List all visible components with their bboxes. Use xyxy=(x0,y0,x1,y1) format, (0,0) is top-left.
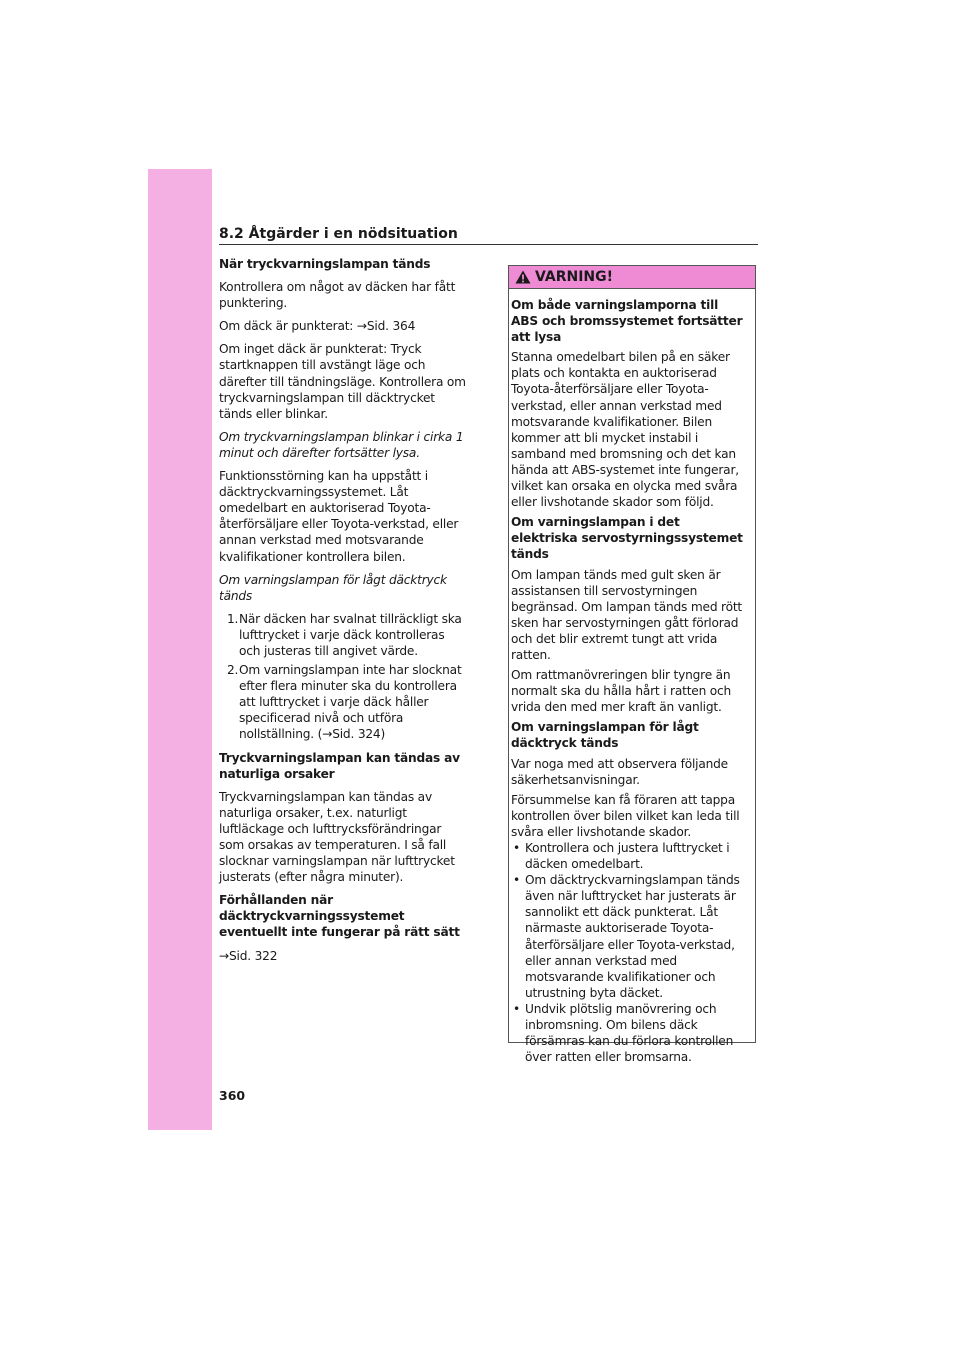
page-number: 360 xyxy=(219,1088,246,1103)
warning-text-abs: Stanna omedelbart bilen på en säker plats och kontakta en auktoriserad Toyota-återförsäljare eller Toyota-verkstad, eller annan verkstad med motsvarande kvalifikationer. Bilen kommer att bli mycket instabil i samband med bromsning och det kan hända att ABS-systemet inte fungerar, vilket kan orsaka en olycka med svåra eller livshotande skador som följd. xyxy=(511,350,739,510)
warning-box xyxy=(508,265,756,1065)
paragraph-page-ref: →Sid. 322 xyxy=(219,948,278,963)
heading-pressure-lamp: När tryckvarningslampan tänds xyxy=(219,257,431,271)
warning-text-negligence: Försummelse kan få föraren att tappa kontrollen över bilen vilket kan leda till svåra eller livshotande skador. xyxy=(511,792,740,839)
list-item: • Om däcktryckvarningslampan tänds även när lufttrycket har justerats är sannolikt ett däck punkterat. Låt närmaste auktoriserade Toyota-återförsäljare eller Toyota-verkstad, eller annan verkstad med motsvarande kvalifikationer och utrustning byta däcket. xyxy=(511,872,749,1001)
section-title: 8.2 Åtgärder i en nödsituation xyxy=(219,226,458,242)
list-item: • Kontrollera och justera lufttrycket i däcken omedelbart. xyxy=(511,840,749,872)
list-item: • Undvik plötslig manövrering och inbromsning. Om bilens däck försämras kan du förlora kontrollen över ratten eller bromsarna. xyxy=(511,1001,749,1065)
warning-title: VARNING! xyxy=(535,269,614,285)
paragraph-natural-causes: Tryckvarningslampan kan tändas av naturliga orsaker, t.ex. naturligt luftläckage och lufttrycksförändringar som orsakas av temperaturen. I så fall slocknar varningslampan när lufttrycket justerats (efter några minuter). xyxy=(219,789,455,885)
subheading-low-pressure: Om varningslampan för lågt däcktryck tänds xyxy=(219,572,447,603)
warning-header xyxy=(509,266,755,289)
heading-conditions: Förhållanden när däcktryckvarningssystemet eventuellt inte fungerar på rätt sätt xyxy=(219,893,460,940)
warning-heading-steering: Om varningslampan i det elektriska servostyrningssystemet tänds xyxy=(511,515,743,562)
paragraph-not-punctured: Om inget däck är punkterat: Tryck startknappen till avstängt läge och därefter till tändningsläge. Kontrollera om tryckvarningslampan till däcktrycket tänds eller blinkar. xyxy=(219,342,466,421)
header-divider xyxy=(219,244,758,245)
warning-triangle-icon xyxy=(515,270,531,284)
warning-bullet-list xyxy=(511,840,749,1065)
warning-heading-tire: Om varningslampan för lågt däcktryck tänds xyxy=(511,720,699,751)
warning-heading-abs: Om både varningslamporna till ABS och bromssystemet fortsätter att lysa xyxy=(511,298,743,345)
warning-text-steering-heavy: Om rattmanövreringen blir tyngre än normalt ska du hålla hårt i ratten och vrida den med mer kraft än vanligt. xyxy=(511,668,732,715)
list-item: 2. Om varningslampan inte har slocknat efter flera minuter ska du kontrollera att lufttrycket i varje däck håller specificerad nivå och utföra nollställning. (→Sid. 324) xyxy=(227,663,462,742)
warning-text-steering: Om lampan tänds med gult sken är assistansen till servostyrningen begränsad. Om lampan tänds med rött sken har servostyrningen gått förlorad och det blir extremt tungt att vrida ratten. xyxy=(511,567,743,662)
heading-natural-causes: Tryckvarningslampan kan tändas av naturliga orsaker xyxy=(219,750,460,781)
paragraph-check-puncture: Kontrollera om något av däcken har fått punktering. xyxy=(219,280,456,311)
paragraph-malfunction: Funktionsstörning kan ha uppstått i däcktryckvarningssystemet. Låt omedelbart en auktoriserad Toyota-återförsäljare eller Toyota-verkstad, eller annan verkstad med motsvarande kvalifikationer kontrollera bilen. xyxy=(219,469,459,564)
paragraph-punctured: Om däck är punkterat: →Sid. 364 xyxy=(219,319,416,334)
warning-text-observe: Var noga med att observera följande säkerhetsanvisningar. xyxy=(511,756,728,787)
left-column xyxy=(219,256,469,971)
subheading-lamp-blinks: Om tryckvarningslampan blinkar i cirka 1 minut och därefter fortsätter lysa. xyxy=(219,429,464,460)
list-item: 1. När däcken har svalnat tillräckligt ska lufttrycket i varje däck kontrolleras och justeras till angivet värde. xyxy=(227,611,462,658)
steps-list xyxy=(219,611,469,743)
chapter-side-tab xyxy=(148,169,212,1130)
warning-body xyxy=(509,289,755,1065)
